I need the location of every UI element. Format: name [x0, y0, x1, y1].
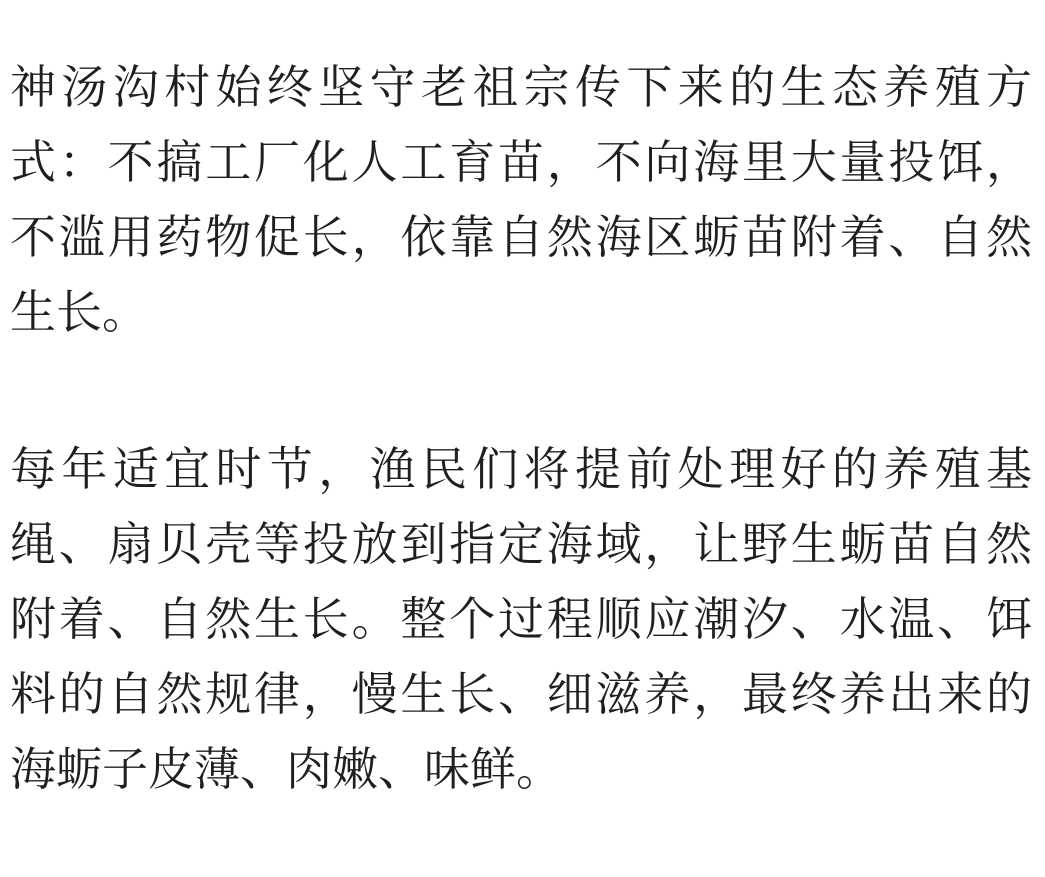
- text-line: 式：不搞工厂化人工育苗，不向海里大量投饵，: [10, 136, 1032, 188]
- text-line: 海蛎子皮薄、肉嫩、味鲜。: [10, 743, 562, 795]
- text-line: 绳、扇贝壳等投放到指定海域，让野生蛎苗自然: [10, 518, 1032, 570]
- text-line: 不滥用药物促长，依靠自然海区蛎苗附着、自然: [10, 211, 1032, 263]
- text-line: 神汤沟村始终坚守老祖宗传下来的生态养殖方: [10, 61, 1032, 113]
- text-line: 生长。: [10, 286, 148, 338]
- paragraph-ecological-method: [10, 50, 1032, 350]
- text-line: 附着、自然生长。整个过程顺应潮汐、水温、饵: [10, 593, 1032, 645]
- paragraph-farming-process: [10, 432, 1032, 807]
- text-line: 料的自然规律，慢生长、细滋养，最终养出来的: [10, 668, 1032, 720]
- text-line: 每年适宜时节，渔民们将提前处理好的养殖基: [10, 443, 1032, 495]
